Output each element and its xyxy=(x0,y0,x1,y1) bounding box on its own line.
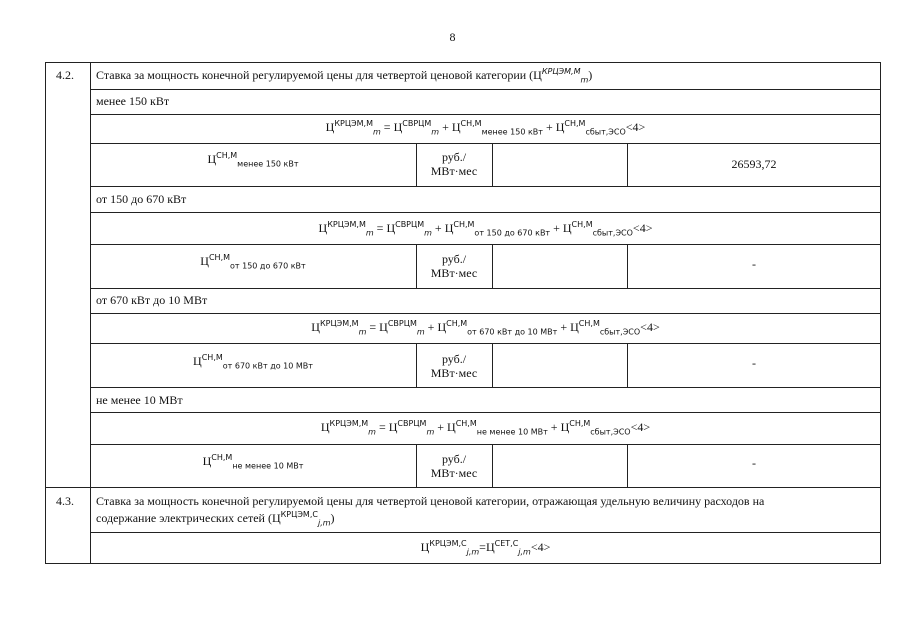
divider xyxy=(416,244,417,288)
value-row-1: 26593,72 xyxy=(731,157,777,171)
formula-4-3: $Ц^{КРЦЭМ,С}_{j,m}=Ц^{СЕТ,С}_{j,m}<4>$ xyxy=(420,539,551,557)
row-label-2: от 150 до 670 кВт xyxy=(96,192,187,206)
unit-row-1: руб./ МВт·мес xyxy=(430,150,478,178)
value-row-2: - xyxy=(752,257,756,271)
divider xyxy=(492,444,493,487)
divider xyxy=(90,313,881,314)
value-row-3: - xyxy=(752,356,756,370)
section-divider xyxy=(45,487,881,488)
page-number: 8 xyxy=(449,30,456,44)
title-symbol: $^{КРЦЭМ,М}_m$ xyxy=(541,67,589,85)
divider xyxy=(90,114,881,115)
unit-row-2: руб./ МВт·мес xyxy=(430,252,478,280)
divider xyxy=(90,89,881,90)
formula-row-4: $Ц^{КРЦЭМ,М}_m = Ц^{СВРЦМ}_m + Ц^{СН,М}_{не менее 10 МВт} + Ц^{СН,М}_{сбыт,ЭСО}<4>$ xyxy=(320,419,651,437)
divider xyxy=(90,244,881,245)
section-4-3-title-line1: Ставка за мощность конечной регулируемой цены для четвертой ценовой категории, отражающая удельную величину расходов на xyxy=(96,494,765,508)
divider xyxy=(90,288,881,289)
divider xyxy=(492,143,493,186)
divider xyxy=(90,387,881,388)
divider xyxy=(90,212,881,213)
param-row-1: $Ц^{СН,М}_{менее 150 кВт}$ xyxy=(207,151,299,169)
divider xyxy=(416,143,417,186)
divider xyxy=(90,444,881,445)
value-row-4: - xyxy=(752,456,756,470)
divider xyxy=(90,412,881,413)
divider xyxy=(90,143,881,144)
section-number-4-3: 4.3. xyxy=(56,494,74,508)
divider xyxy=(492,343,493,387)
formula-row-3: $Ц^{КРЦЭМ,М}_m = Ц^{СВРЦМ}_m + Ц^{СН,М}_{от 670 кВт до 10 МВт} + Ц^{СН,М}_{сбыт,ЭСО}<4>$ xyxy=(311,319,660,337)
divider xyxy=(416,444,417,487)
formula-row-2: $Ц^{КРЦЭМ,М}_m = Ц^{СВРЦМ}_m + Ц^{СН,М}_{от 150 до 670 кВт} + Ц^{СН,М}_{сбыт,ЭСО}<4>$ xyxy=(318,220,653,238)
title-close: ) xyxy=(588,68,593,82)
divider xyxy=(627,143,628,186)
param-row-2: $Ц^{СН,М}_{от 150 до 670 кВт}$ xyxy=(200,253,306,271)
row-label-1: менее 150 кВт xyxy=(96,94,170,108)
divider xyxy=(90,186,881,187)
row-label-4: не менее 10 МВт xyxy=(96,393,183,407)
unit-row-3: руб./ МВт·мес xyxy=(430,352,478,380)
divider xyxy=(492,244,493,288)
section-4-2-title xyxy=(96,68,592,83)
row-label-3: от 670 кВт до 10 МВт xyxy=(96,293,208,307)
section-4-3-title-line2: содержание электрических сетей $(Ц^{КРЦЭМ,С}_{j,m})$ xyxy=(96,510,335,528)
unit-row-4: руб./ МВт·мес xyxy=(430,452,478,480)
section-number-4-2: 4.2. xyxy=(56,68,74,82)
divider xyxy=(627,244,628,288)
divider xyxy=(90,343,881,344)
divider xyxy=(627,343,628,387)
param-row-3: $Ц^{СН,М}_{от 670 кВт до 10 МВт}$ xyxy=(193,353,313,371)
divider xyxy=(627,444,628,487)
param-row-4: $Ц^{СН,М}_{не менее 10 МВт}$ xyxy=(202,453,304,471)
title-text: Ставка за мощность конечной регулируемой цены для четвертой ценовой категории (Ц xyxy=(96,68,542,82)
divider xyxy=(90,532,881,533)
divider xyxy=(416,343,417,387)
formula-row-1: $Ц^{КРЦЭМ,М}_m = Ц^{СВРЦМ}_m + Ц^{СН,М}_{менее 150 кВт} + Ц^{СН,М}_{сбыт,ЭСО}<4>$ xyxy=(325,119,646,137)
